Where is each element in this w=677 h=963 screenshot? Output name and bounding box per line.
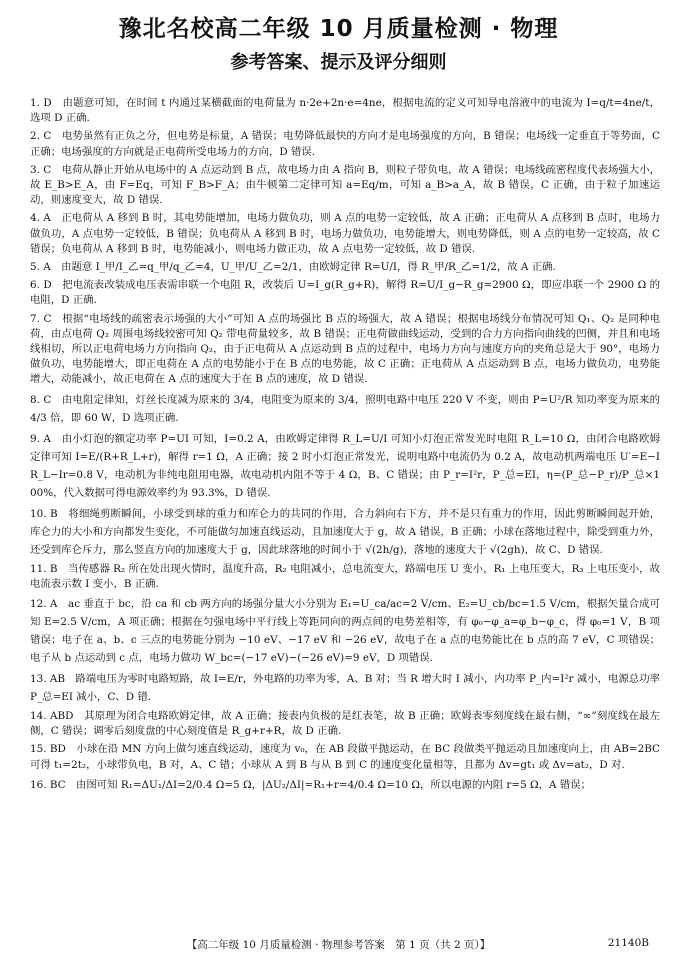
answer-item: 11. B 当传感器 R₂ 所在处出现火情时，温度升高，R₂ 电阻减小，总电流变大，路端电压 U 变小，R₁ 上电压变大，R₃ 上电压变小，故电流表示数 I 变小，B 正确. <box>30 562 660 590</box>
answer-item: 12. A ac 垂直于 bc，沿 ca 和 cb 两方向的场强分量大小分别为 E₁=U_ca/ac=2 V/cm、E₂=U_cb/bc=1.5 V/cm，根据矢量合成可知 E=2.5 V/cm，A 项正确；根据在匀强电场中平行线上等距同向的两点间的电势差相等，有 φ₀−φ_a=φ_b−φ_c，得 φ₀=1 V，B 项错误；电子在 a、b、c 三点的电势能分别为 −10 eV、−17 eV 和 −26 eV，故电子在 a 点的电势能比在 b 点的高 7 eV，C 项错误；电子从 b 点运动到 c 点，电场力做功 W_bc=(−17 eV)−(−26 eV)=9 eV，D 项错误. <box>30 598 660 665</box>
answer-item: 16. BC 由图可知 R₁=ΔU₁/ΔI=2/0.4 Ω=5 Ω，|ΔU₂/ΔI|=R₁+r=4/0.4 Ω=10 Ω，所以电源的内阻 r=5 Ω，A 错误； <box>30 778 591 791</box>
answer-item: 5. A 由题意 I_甲/I_乙=q_甲/q_乙=4，U_甲/U_乙=2/1，由欧姆定律 R=U/I，得 R_甲/R_乙=1/2，故 A 正确. <box>30 261 556 274</box>
footer-page-info: 【高二年级 10 月质量检测 · 物理参考答案 第 1 页（共 2 页）】 <box>186 939 491 951</box>
answer-item: 14. ABD 其原理为闭合电路欧姆定律，故 A 正确；接表内负极的是红表笔，故 B 正确；欧姆表零刻度线在最右侧，“∞”刻度线在最左侧，C 错误；调零后刻度盘的中心刻度值是 R_g+r+R，故 D 正确. <box>30 710 660 738</box>
answer-item: 9. A 由小灯泡的额定功率 P=UI 可知，I=0.2 A，由欧姆定律得 R_L=U/I 可知小灯泡正常发光时电阻 R_L=10 Ω，由闭合电路欧姆定律可知 I=E/(R+R_L+r)，解得 r=1 Ω，A 正确；接 2 时小灯泡正常发光，说明电路中电流仍为 0.2 A，故电动机两端电压 U′=E−IR_L−Ir=0.8 V，电动机为非纯电阻用电器，故电动机内阻不等于 4 Ω，B、C 错误；由 P_r=I²r，P_总=EI，η=(P_总−P_r)/P_总×100%，代入数据可得电源效率约为 93.3%，D 错误. <box>30 432 660 499</box>
document-subtitle: 参考答案、提示及评分细则 <box>230 52 447 73</box>
answer-item: 13. AB 路端电压为零时电路短路，故 I=E/r，外电路的功率为零，A、B 对；当 R 增大时 I 减小，内功率 P_内=I²r 减小，电源总功率 P_总=EI 减小，C、D 错. <box>30 673 660 704</box>
answer-item: 2. C 电势虽然有正负之分，但电势是标量，A 错误；电势降低最快的方向才是电场强度的方向，B 错误；电场线一定垂直于等势面，C 正确；电场强度的方向就是正电荷所受电场力的方向，D 错误. <box>30 130 660 158</box>
answer-item: 4. A 正电荷从 A 移到 B 时，其电势能增加，电场力做负功，则 A 点的电势一定较低，故 A 正确；正电荷从 A 点移到 B 点时，电场力做负功，A 点电势一定较低，B 错误；负电荷从 A 移到 B 时，电场力做负功，电势能增大，则电势降低，则 A 点的电势一定较高，故 C 错误；负电荷从 A 移到 B 时，电势能减小，则电场力做正功，故 A 点电势一定较低，故 D 错误. <box>30 212 660 255</box>
footer-code: 21140B <box>607 937 649 949</box>
answer-item: 10. B 将细绳剪断瞬间，小球受到球的重力和库仑力的共同的作用，合力斜向右下方，并不是只有重力的作用，因此剪断瞬间起开始，库仑力的大小和方向都发生变化，不可能做匀加速直线运动，且加速度大于 g，故 A 错误，B 正确；小球在落地过程中，除受到重力外，还受到库仑斥力，那么竖直方向的加速度大于 g，因此球落地的时间小于 √(2h/g)，落地的速度大于 √(2gh)，故 C、D 错误. <box>30 507 660 556</box>
answer-item: 1. D 由题意可知，在时间 t 内通过某横截面的电荷量为 n·2e+2n·e=4ne，根据电流的定义可知导电溶液中的电流为 I=q/t=4ne/t，选项 D 正确. <box>30 97 660 125</box>
answer-item: 8. C 由电阻定律知，灯丝长度减为原来的 3/4，电阻变为原来的 3/4，照明电路中电压 220 V 不变，则由 P=U²/R 知功率变为原来的 4/3 倍，即 60 W，D 选项正确. <box>30 393 660 424</box>
answer-item: 3. C 电荷从静止开始从电场中的 A 点运动到 B 点，故电场力由 A 指向 B，则粒子带负电，故 A 错误；电场线疏密程度代表场强大小，故 E_B>E_A，由 F=Eq，可知 F_B>F_A；由牛顿第二定律可知 a=Eq/m，可知 a_B>a_A，故 B 错误，C 正确，由于粒子加速运动，则速度变大，故 D 错误. <box>30 163 660 207</box>
answer-item: 7. C 根据“电场线的疏密表示场强的大小”可知 A 点的场强比 B 点的场强大，故 A 错误；根据电场线分布情况可知 Q₁、Q₂ 是同种电荷，由点电荷 Q₂ 周围电场线较密可知 Q₂ 带电荷量较多，故 B 错误；正电荷做曲线运动，受到的合力方向指向曲线的凹侧，并且和电场线相切，所以正电荷电场力方向指向 Q₂，由于正电荷从 A 点运动到 B 点的过程中，电场力方向与速度方向的夹角总是大于 90°，电场力做负功，电势能增大，即正电荷在 A 点的电势能小于在 B 点的电势能，故 C 正确；正电荷从 A 点运动到 B 点，电场力做负功，电势能增大，动能减小，故正电荷在 A 点的速度大于在 B 点的速度，故 D 错误. <box>30 312 660 386</box>
document-title: 豫北名校高二年级 10 月质量检测 · 物理 <box>118 16 559 42</box>
answer-list <box>30 96 660 797</box>
answer-item: 6. D 把电流表改装成电压表需串联一个电阻 R，改装后 U=I_g(R_g+R)，解得 R=U/I_g−R_g=2900 Ω，即应串联一个 2900 Ω 的电阻，D 正确. <box>30 279 660 307</box>
answer-item: 15. BD 小球在沿 MN 方向上做匀速直线运动，速度为 v₀，在 AB 段做平抛运动，在 BC 段做类平抛运动且加速度向上，由 AB=2BC 可得 t₁=2t₂，小球带负电，B 对，A、C 错；小球从 A 到 B 与从 B 到 C 的速度变化量相等，且都为 Δv=gt₁ 或 Δv=at₂，D 对. <box>30 743 660 771</box>
